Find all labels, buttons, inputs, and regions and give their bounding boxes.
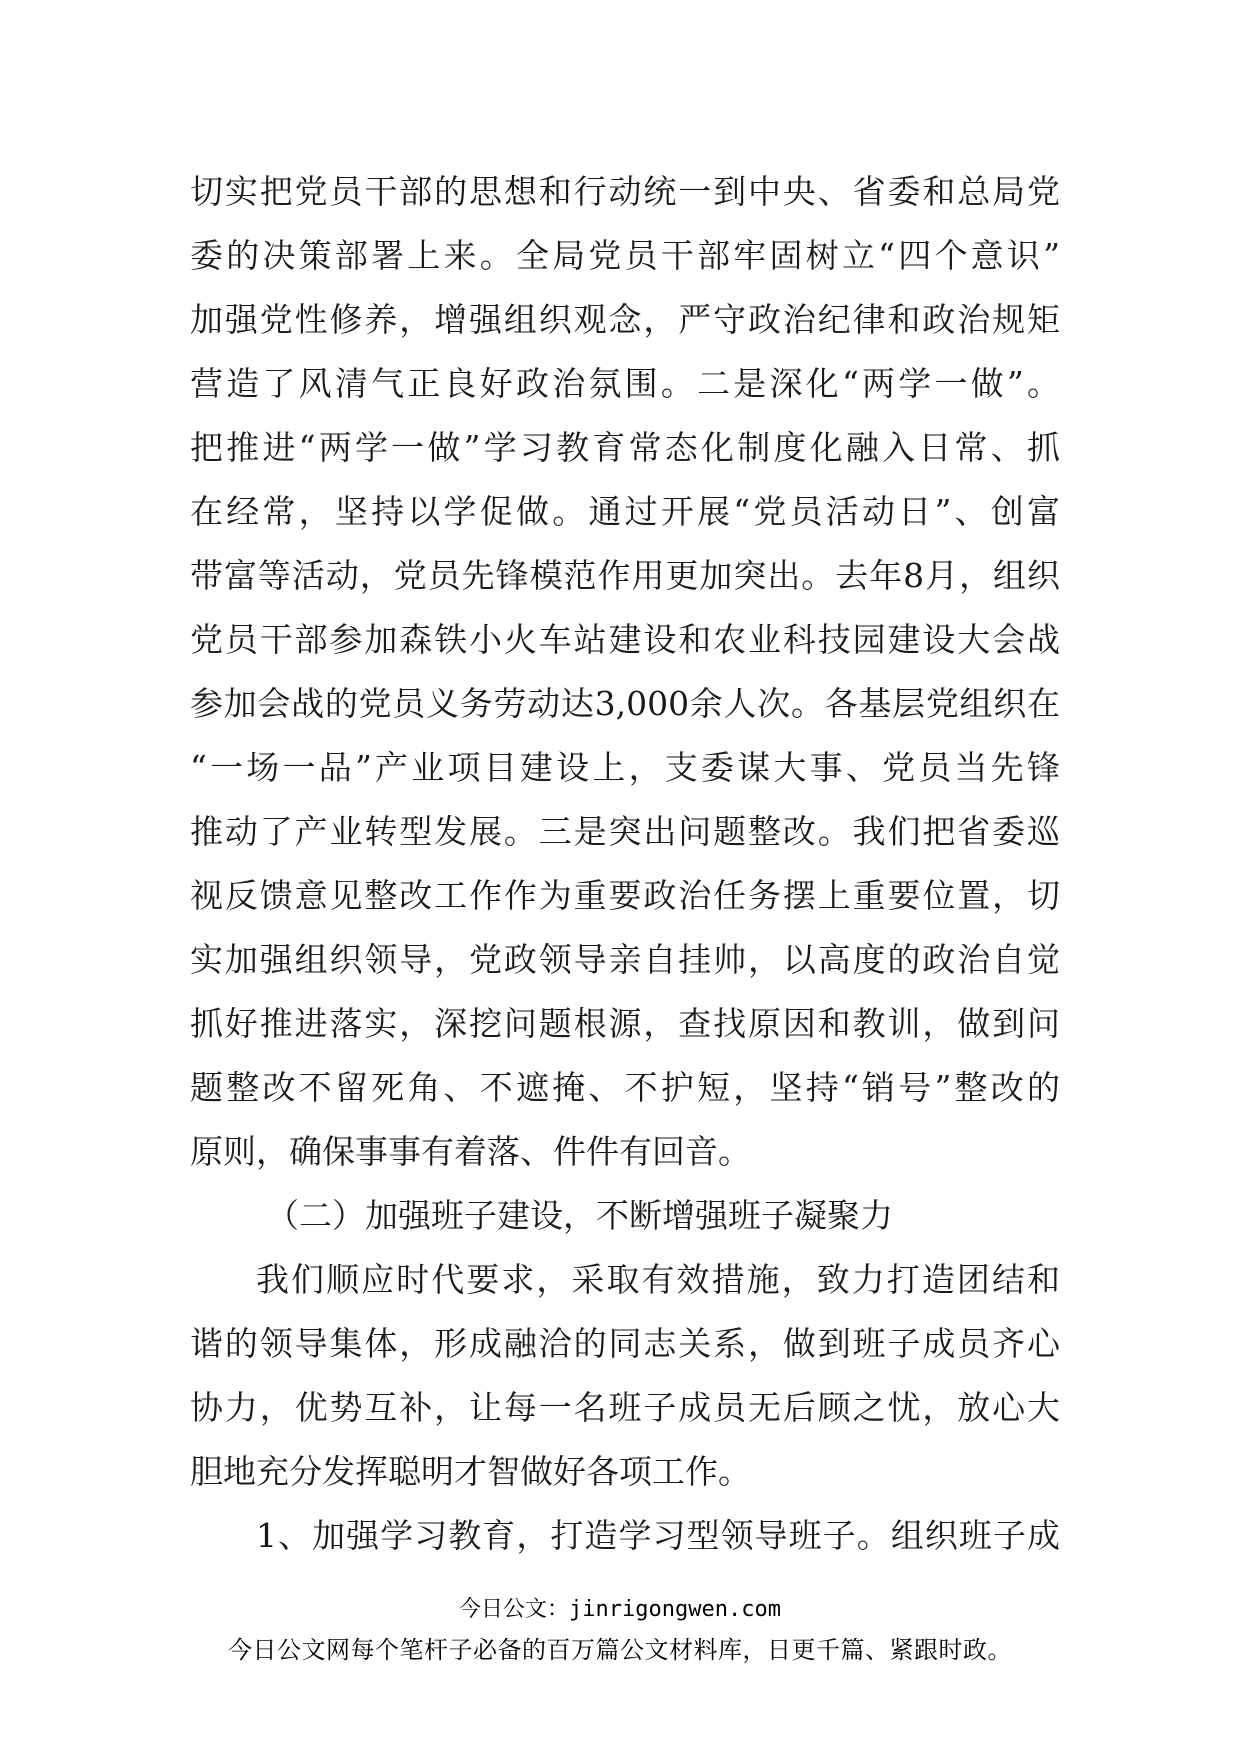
body-line-8: 党员干部参加森铁小火车站建设和农业科技园建设大会战 (190, 620, 1060, 659)
body-line-12: 视反馈意见整改工作作为重要政治任务摆上重要位置，切 (190, 876, 1060, 915)
body-line-4: 营造了风清气正良好政治氛围。二是深化“两学一做”。 (190, 364, 1060, 403)
footer-slogan: 今日公文网每个笔杆子必备的百万篇公文材料库，日更千篇、紧跟时政。 (228, 1636, 1012, 1664)
body-line-14: 抓好推进落实，深挖问题根源，查找原因和教训，做到问 (190, 1004, 1060, 1043)
body-line-19: 谐的领导集体，形成融洽的同志关系，做到班子成员齐心 (190, 1324, 1060, 1363)
body-line-11: 推动了产业转型发展。三是突出问题整改。我们把省委巡 (190, 812, 1060, 851)
footer-site-label: 今日公文： (459, 1597, 570, 1622)
section-heading: （二）加强班子建设，不断增强班子凝聚力 (266, 1196, 893, 1235)
body-line-22: 1、加强学习教育，打造学习型领导班子。组织班子成 (256, 1516, 1060, 1555)
body-line-18: 我们顺应时代要求，采取有效措施，致力打造团结和 (256, 1260, 1060, 1299)
body-line-20: 协力，优势互补，让每一名班子成员无后顾之忧，放心大 (190, 1388, 1060, 1427)
body-line-16: 原则，确保事事有着落、件件有回音。 (190, 1132, 751, 1171)
body-line-3: 加强党性修养，增强组织观念，严守政治纪律和政治规矩 (190, 300, 1060, 339)
footer-site-url[interactable]: jinrigongwen.com (569, 1597, 781, 1622)
body-line-1: 切实把党员干部的思想和行动统一到中央、省委和总局党 (190, 172, 1060, 211)
body-line-13: 实加强组织领导，党政领导亲自挂帅，以高度的政治自觉 (190, 940, 1060, 979)
body-line-15: 题整改不留死角、不遮掩、不护短，坚持“销号”整改的 (190, 1068, 1060, 1107)
body-line-5: 把推进“两学一做”学习教育常态化制度化融入日常、抓 (190, 428, 1060, 467)
body-line-7: 带富等活动，党员先锋模范作用更加突出。去年8月，组织 (190, 556, 1060, 595)
body-line-2: 委的决策部署上来。全局党员干部牢固树立“四个意识” (190, 236, 1060, 275)
document-body (190, 160, 1060, 1568)
footer-site (0, 1592, 1240, 1623)
body-line-6: 在经常，坚持以学促做。通过开展“党员活动日”、创富 (190, 492, 1060, 531)
body-line-10: “一场一品”产业项目建设上，支委谋大事、党员当先锋 (190, 748, 1060, 787)
body-line-21: 胆地充分发挥聪明才智做好各项工作。 (190, 1452, 751, 1491)
body-line-9: 参加会战的党员义务劳动达3,000余人次。各基层党组织在 (190, 684, 1060, 723)
